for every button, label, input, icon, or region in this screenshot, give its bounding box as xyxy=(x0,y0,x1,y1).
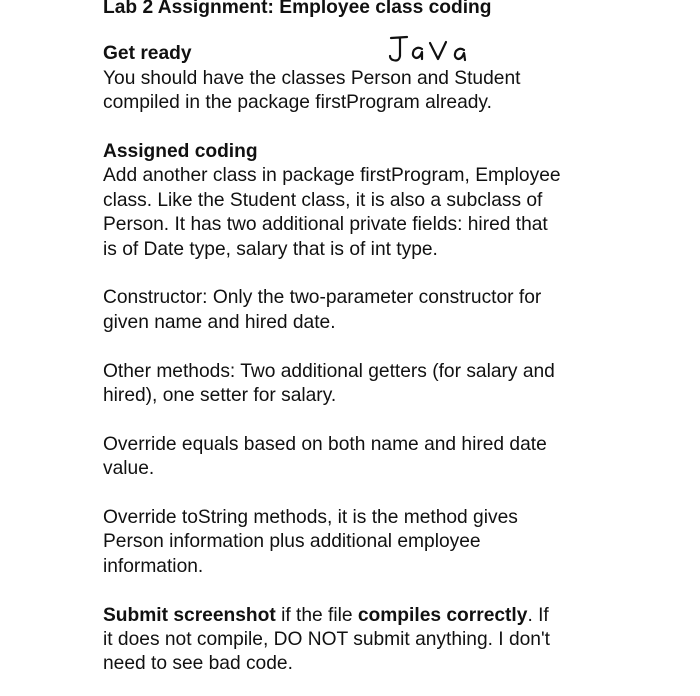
submit-line: need to see bad code. xyxy=(103,653,293,675)
document-body xyxy=(103,0,663,677)
submit-line xyxy=(103,604,663,628)
submit-line: it does not compile, DO NOT submit anything. I don't xyxy=(103,629,550,651)
constructor-line: given name and hired date. xyxy=(103,311,336,333)
assigned-coding-line: Person. It has two additional private fields: hired that xyxy=(103,214,548,236)
override-equals-line: Override equals based on both name and hired date xyxy=(103,433,547,455)
assigned-coding-heading: Assigned coding xyxy=(103,141,258,163)
get-ready-line: You should have the classes Person and Student xyxy=(103,67,521,89)
handwritten-java-note xyxy=(388,34,484,64)
get-ready-heading: Get ready xyxy=(103,43,192,65)
other-methods-line: Other methods: Two additional getters (for salary and xyxy=(103,360,555,382)
submit-text: if the file xyxy=(275,604,358,626)
other-methods-line: hired), one setter for salary. xyxy=(103,385,337,407)
assigned-coding-line: Add another class in package firstProgram, Employee xyxy=(103,165,561,187)
assigned-coding-line: class. Like the Student class, it is also a subclass of xyxy=(103,189,543,211)
submit-screenshot-emphasis: Submit screenshot xyxy=(103,604,276,626)
override-tostring-line: information. xyxy=(103,555,204,577)
get-ready-line: compiled in the package firstProgram already. xyxy=(103,92,492,114)
page-title: Lab 2 Assignment: Employee class coding xyxy=(103,0,492,18)
override-tostring-line: Person information plus additional employee xyxy=(103,531,481,553)
assigned-coding-line: is of Date type, salary that is of int type. xyxy=(103,238,438,260)
override-equals-line: value. xyxy=(103,458,155,480)
constructor-line: Constructor: Only the two-parameter constructor for xyxy=(103,287,542,309)
compiles-correctly-emphasis: compiles correctly xyxy=(357,604,528,626)
override-tostring-line: Override toString methods, it is the method gives xyxy=(103,507,518,529)
submit-text: . If xyxy=(527,604,549,626)
handwritten-java-graphic xyxy=(388,34,484,64)
